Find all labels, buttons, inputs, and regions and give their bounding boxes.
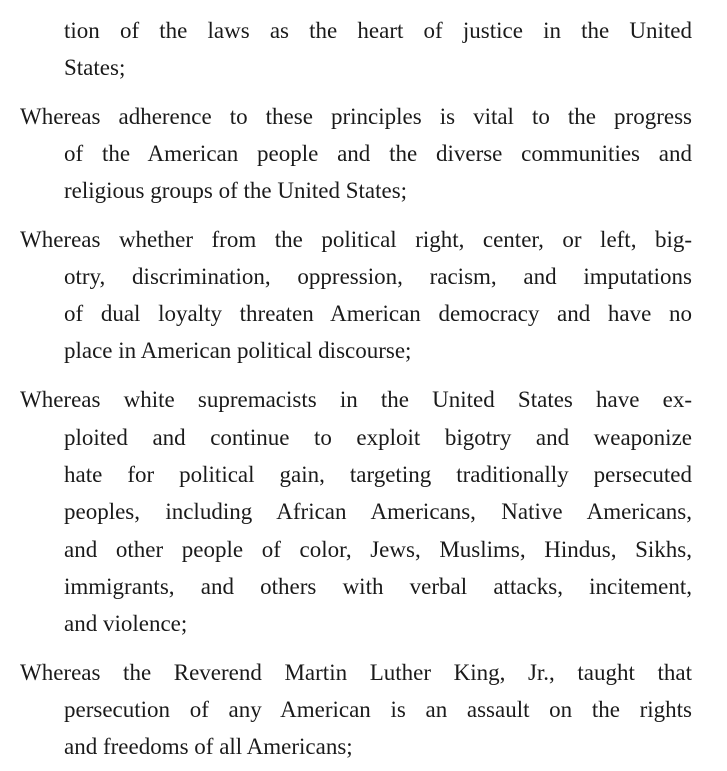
text-line bbox=[0, 221, 727, 258]
line-text: persecution of any American is an assault on the rights bbox=[64, 697, 692, 722]
line-text: hate for political gain, targeting traditionally persecuted bbox=[64, 462, 692, 487]
line-text: and other people of color, Jews, Muslims, Hindus, Sikhs, bbox=[64, 537, 692, 562]
text-line bbox=[0, 135, 727, 172]
line-text: otry, discrimination, oppression, racism, and imputations bbox=[64, 264, 692, 289]
line-text: religious groups of the United States; bbox=[64, 178, 408, 203]
line-text: Whereas the Reverend Martin Luther King, Jr., taught that bbox=[20, 660, 692, 685]
line-text: of the American people and the diverse communities and bbox=[64, 141, 692, 166]
line-text: States; bbox=[64, 55, 126, 80]
line-text: place in American political discourse; bbox=[64, 338, 412, 363]
text-line bbox=[0, 728, 727, 765]
line-text: peoples, including African Americans, Native Americans, bbox=[64, 499, 692, 524]
line-text: and freedoms of all Americans; bbox=[64, 734, 353, 759]
text-line bbox=[0, 49, 727, 86]
text-line bbox=[0, 691, 727, 728]
line-text: Whereas whether from the political right, center, or left, big- bbox=[20, 227, 692, 252]
text-line bbox=[0, 493, 727, 530]
text-line bbox=[0, 419, 727, 456]
text-line bbox=[0, 531, 727, 568]
line-text: immigrants, and others with verbal attacks, incitement, bbox=[64, 574, 692, 599]
text-line bbox=[0, 332, 727, 369]
text-line bbox=[0, 605, 727, 642]
line-text: ploited and continue to exploit bigotry and weaponize bbox=[64, 425, 692, 450]
text-line bbox=[0, 654, 727, 691]
text-line bbox=[0, 381, 727, 418]
text-line bbox=[0, 172, 727, 209]
line-text: and violence; bbox=[64, 611, 188, 636]
line-text: tion of the laws as the heart of justice in the United bbox=[64, 18, 692, 43]
line-text: of dual loyalty threaten American democracy and have no bbox=[64, 301, 692, 326]
line-text: Whereas adherence to these principles is vital to the progress bbox=[20, 104, 692, 129]
text-line bbox=[0, 456, 727, 493]
text-line bbox=[0, 258, 727, 295]
text-line bbox=[0, 12, 727, 49]
line-text: Whereas white supremacists in the United States have ex- bbox=[20, 387, 692, 412]
text-line bbox=[0, 295, 727, 332]
text-line bbox=[0, 98, 727, 135]
text-line bbox=[0, 568, 727, 605]
